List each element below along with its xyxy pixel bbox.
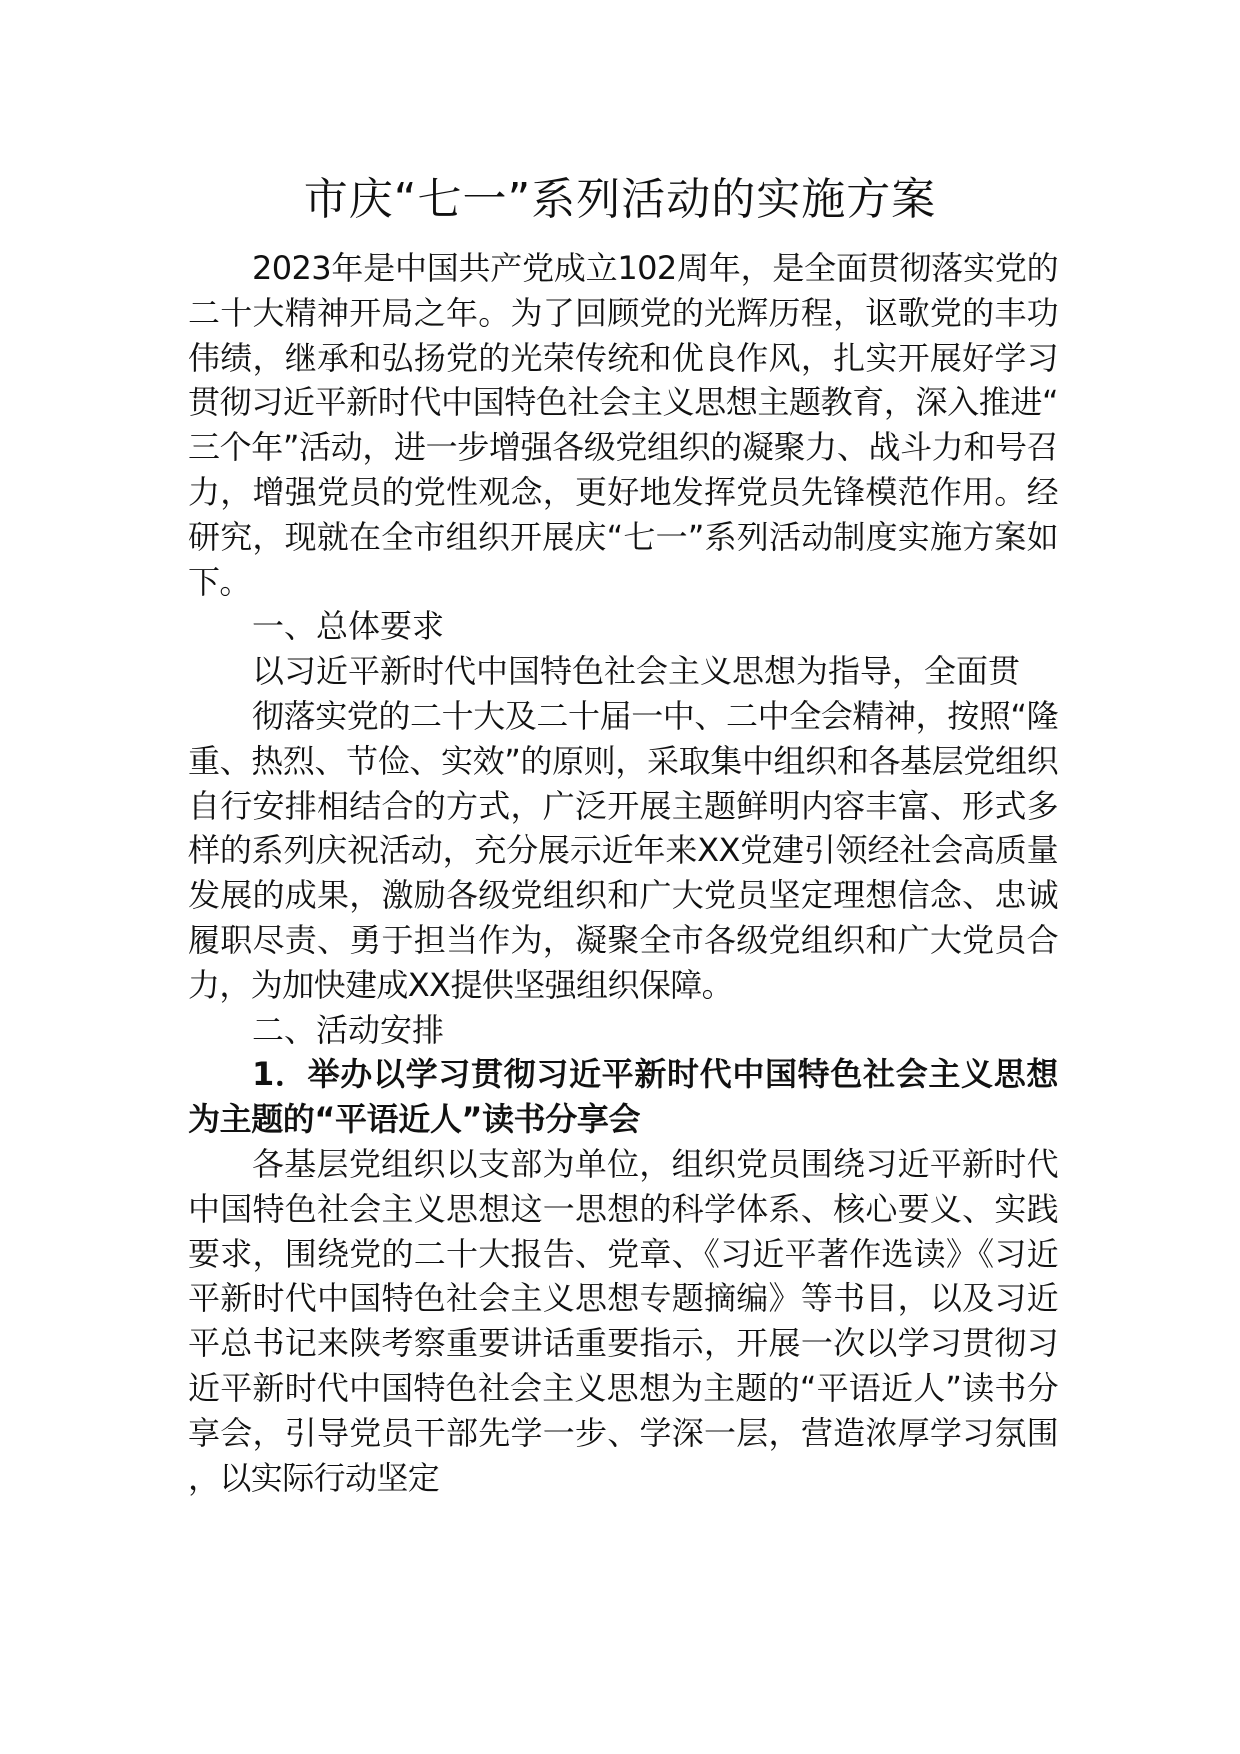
general-requirements-paragraph-part2: 彻落实党的二十大及二十届一中、二中全会精神，按照“隆重、热烈、节俭、实效”的原则，采取集中组织和各基层党组织自行安排相结合的方式，广泛开展主题鲜明内容丰富、形式多样的系列庆祝活动，充分展示近年来XX党建引领经社会高质量发展的成果，激励各级党组织和广大党员坚定理想信念、忠诚履职尽责、勇于担当作为，凝聚全市各级党组织和广大党员合力，为加快建成XX提供坚强组织保障。 [188, 696, 1058, 1004]
general-requirements-paragraph-part1: 以习近平新时代中国特色社会主义思想为指导，全面贯 [252, 652, 1021, 691]
section-heading-activity-arrangement: 二、活动安排 [252, 1010, 445, 1049]
document-title: 市庆“七一”系列活动的实施方案 [303, 174, 937, 225]
section-heading-general-requirements: 一、总体要求 [252, 607, 445, 646]
document-body [188, 246, 1058, 1500]
reading-session-paragraph: 各基层党组织以支部为单位，组织党员围绕习近平新时代中国特色社会主义思想这一思想的科学体系、核心要义、实践要求，围绕党的二十大报告、党章、《习近平著作选读》《习近平新时代中国特色社会主义思想专题摘编》等书目，以及习近平总书记来陕考察重要讲话重要指示，开展一次以学习贯彻习近平新时代中国特色社会主义思想为主题的“平语近人”读书分享会，引导党员干部先学一步、学深一层，营造浓厚学习氛围，以实际行动坚定 [188, 1144, 1058, 1497]
intro-paragraph: 2023年是中国共产党成立102周年，是全面贯彻落实党的二十大精神开局之年。为了回顾党的光辉历程，讴歌党的丰功伟绩，继承和弘扬党的光荣传统和优良作风，扎实开展好学习贯彻习近平新时代中国特色社会主义思想主题教育，深入推进“三个年”活动，进一步增强各级党组织的凝聚力、战斗力和号召力，增强党员的党性观念，更好地发挥党员先锋模范作用。经研究，现就在全市组织开展庆“七一”系列活动制度实施方案如下。 [188, 249, 1058, 601]
subsection-heading-reading-session: 1．举办以学习贯彻习近平新时代中国特色社会主义思想为主题的“平语近人”读书分享会 [188, 1055, 1058, 1139]
